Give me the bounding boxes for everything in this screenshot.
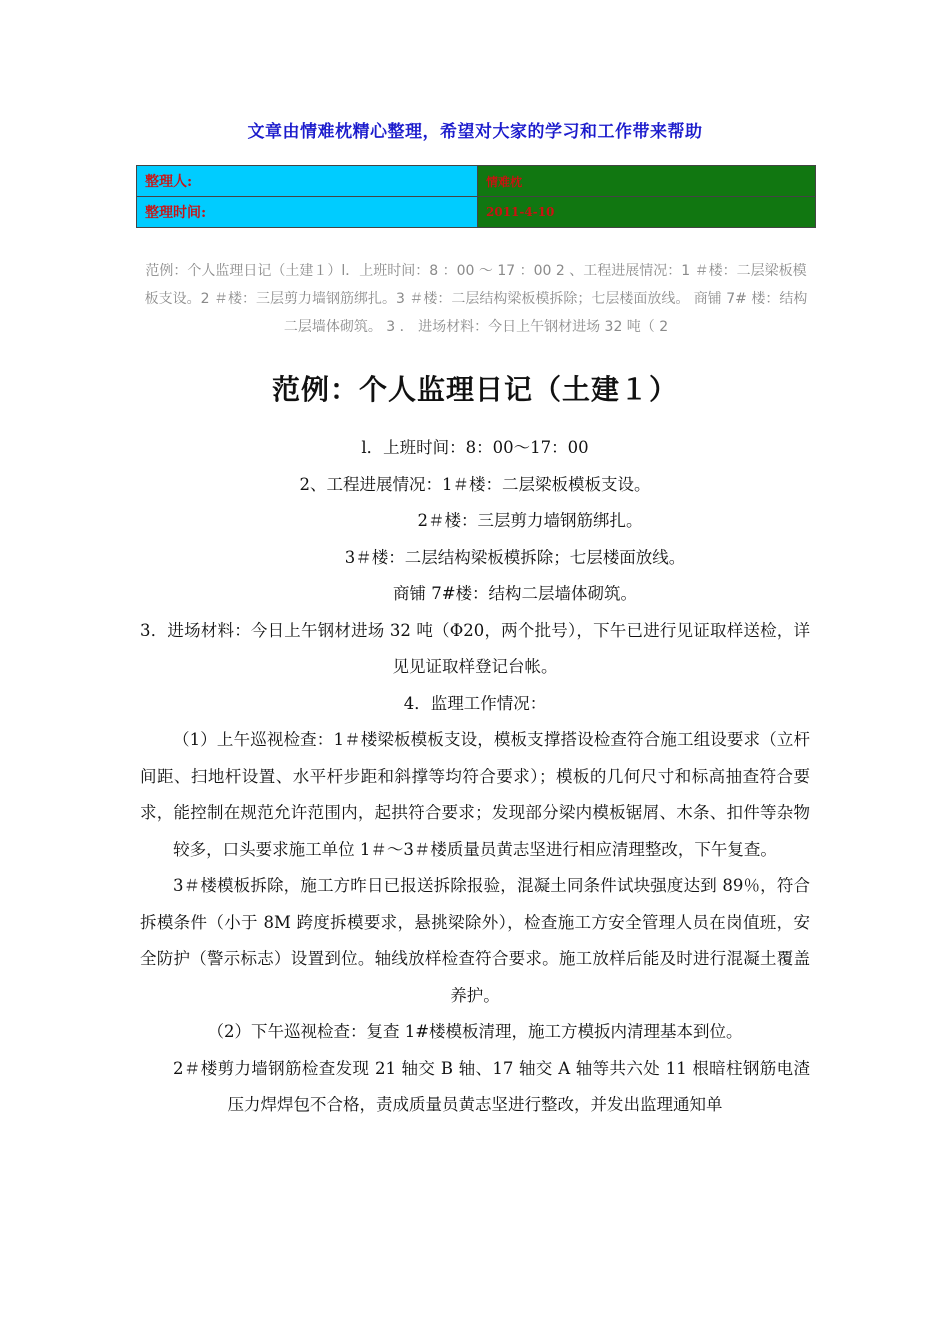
document-body xyxy=(140,430,810,1124)
morning-inspection-paragraph: （1）上午巡视检查：1＃楼梁板模板支设，模板支撑搭设检查符合施工组设要求（立杆间距、扫地杆设置、水平杆步距和斜撑等均符合要求）；模板的几何尺寸和标高抽查符合要求，能控制在规范允许范围内，起拱符合要求；发现部分梁内模板锯屑、木条、扣件等杂物较多，口头要求施工单位 1＃～3＃楼质量员黄志坚进行相应清理整改，下午复查。 xyxy=(140,730,810,859)
table-row xyxy=(137,197,816,228)
progress-building-2: 2＃楼：三层剪力墙钢筋绑扎。 xyxy=(417,511,643,530)
info-table xyxy=(136,165,816,228)
work-hours-line: l．上班时间：8：00～17：00 xyxy=(361,438,589,457)
afternoon-inspection-line: （2）下午巡视检查：复查 1#楼模板清理，施工方模扳内清理基本到位。 xyxy=(207,1022,743,1041)
materials-paragraph: 3．进场材料：今日上午钢材进场 32 吨（Φ20，两个批号），下午已进行见证取样送检，详见见证取样登记台帐。 xyxy=(140,620,810,676)
summary-text: 范例：个人监理日记（土建１）l．上班时间：8 ：00 ～ 17 ：00 2 、工程进展情况：1 ＃楼：二层梁板模板支设。2 ＃楼：三层剪力墙钢筋绑扎。3 ＃楼：二层结构梁板模拆除；七层楼面放线。 商铺 7# 楼：结构二层墙体砌筑。 3 ． 进场材料：今日上午钢材进场 32 吨（ 2 xyxy=(144,263,808,335)
date-value: 2011-4-10 xyxy=(478,197,816,228)
date-label: 整理时间: xyxy=(137,197,478,228)
organizer-value: 情难枕 xyxy=(478,166,816,197)
progress-building-3: 3＃楼：二层结构梁板模拆除；七层楼面放线。 xyxy=(344,547,686,567)
organizer-label: 整理人: xyxy=(137,166,478,197)
document-title: 范例：个人监理日记（土建１） xyxy=(271,373,678,406)
progress-line: 2、工程进展情况：1＃楼：二层梁板模板支设。 xyxy=(299,474,651,494)
progress-shop-7: 商铺 7#楼：结构二层墙体砌筑。 xyxy=(392,584,638,603)
rebar-inspection-paragraph: 2＃楼剪力墙钢筋检查发现 21 轴交 B 轴、17 轴交 A 轴等共六处 11 根暗柱钢筋电渣压力焊焊包不合格，责成质量员黄志坚进行整改，并发出监理通知单 xyxy=(173,1058,810,1114)
supervision-heading: 4．监理工作情况： xyxy=(403,693,547,713)
formwork-removal-paragraph: 3＃楼模板拆除，施工方昨日已报送拆除报验，混凝土同条件试块强度达到 89％，符合拆模条件（小于 8M 跨度拆模要求，悬挑梁除外），检查施工方安全管理人员在岗值班，安全防护（警示标志）设置到位。轴线放样检查符合要求。施工放样后能及时进行混凝土覆盖养护。 xyxy=(140,876,810,1005)
header-note: 文章由情难枕精心整理，希望对大家的学习和工作带来帮助 xyxy=(247,122,703,142)
table-row xyxy=(137,166,816,197)
